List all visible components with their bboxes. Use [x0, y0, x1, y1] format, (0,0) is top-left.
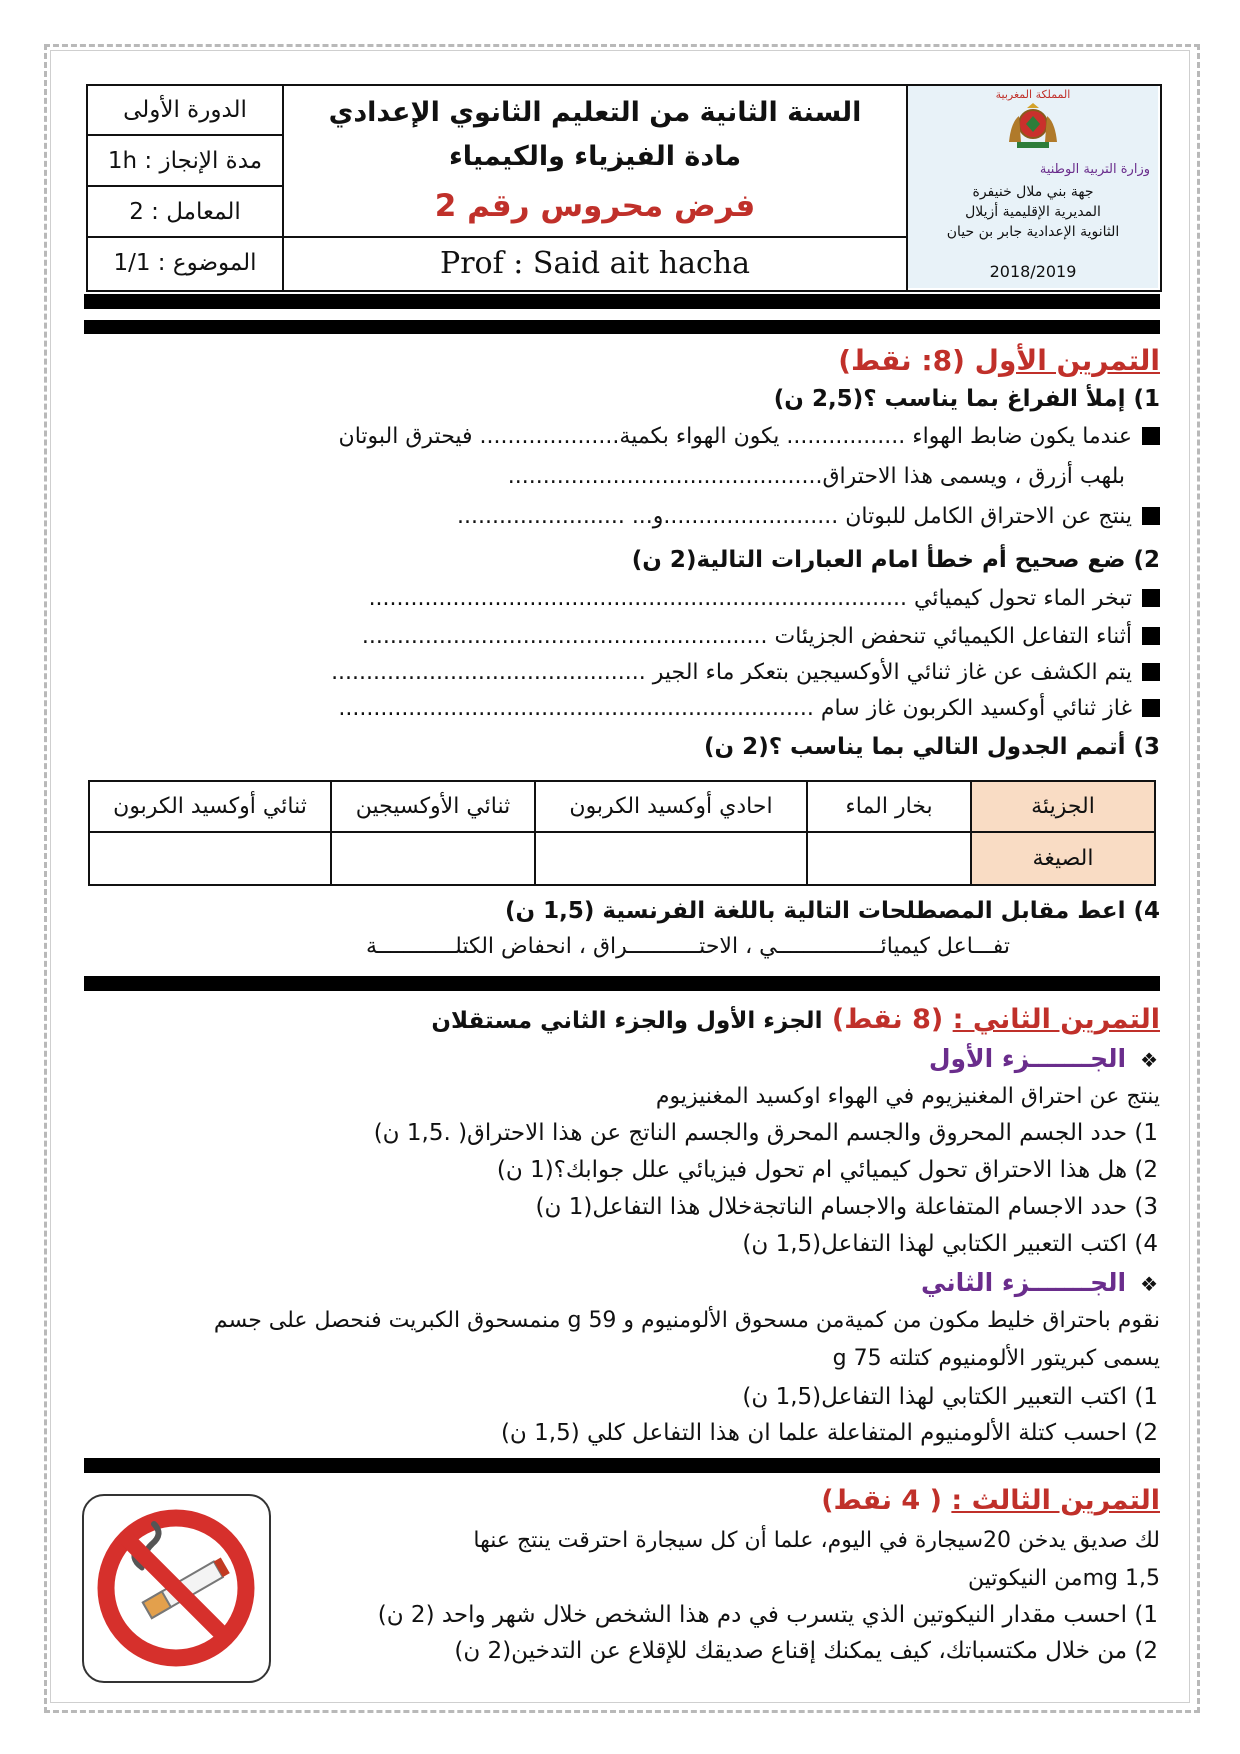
ex1-q3: 3) أتمم الجدول التالي بما يناسب ؟(2 ن): [704, 734, 1160, 760]
ex2-part1-q: 1) حدد الجسم المحروق والجسم المحرق والجسم الناتج عن هذا الاحتراق( .1,5 ن): [373, 1120, 1158, 1146]
ex1-q4: 4) اعط مقابل المصطلحات التالية باللغة الفرنسية (1,5 ن): [504, 898, 1160, 924]
ex2-part1-q: 4) اكتب التعبير الكتابي لهذا التفاعل(1,5 ن): [742, 1231, 1158, 1257]
ex2-part1-q: 2) هل هذا الاحتراق تحول كيميائي ام تحول فيزيائي علل جوابك؟(1 ن): [496, 1157, 1158, 1183]
ex1-q2-item: [80, 586, 1160, 611]
ex2-part1-intro: ينتج عن احتراق المغنيزيوم في الهواء اوكسيد المغنيزيوم: [655, 1084, 1160, 1109]
coefficient-cell: المعامل : 2: [129, 198, 241, 225]
session-cell: الدورة الأولى: [123, 97, 247, 123]
prof-name: Prof : Said ait hacha: [440, 245, 750, 281]
bullet-square-icon: [1142, 507, 1160, 525]
header-table: [86, 84, 1162, 292]
bullet-square-icon: [1142, 699, 1160, 717]
ex3-points: ( 4 نقط): [821, 1485, 942, 1516]
school-block: [908, 86, 1158, 288]
ex3-q: 2) من خلال مكتسباتك، كيف يمكنك إقناع صديقك للإقلاع عن التدخين(2 ن): [454, 1638, 1158, 1664]
directorate-label: المديرية الإقليمية أزيلال: [965, 204, 1101, 220]
ex2-points: (8 نقط): [831, 1004, 944, 1035]
separator-bar: [84, 1458, 1160, 1473]
no-smoking-icon: [84, 1496, 269, 1681]
part2-title: الجـــــــزء الثاني: [921, 1268, 1127, 1297]
subject-count-cell: الموضوع : 1/1: [113, 250, 257, 276]
table-cell-carbon-dioxide: ثنائي أوكسيد الكربون: [113, 794, 307, 819]
school-label: الثانوية الإعدادية جابر بن حيان: [946, 224, 1120, 240]
separator-bar: [84, 320, 1160, 334]
ministry-label: وزارة التربية الوطنية: [1039, 162, 1150, 177]
ex1-q1-line3: [80, 504, 1160, 529]
ex1-points: (8: نقط): [838, 344, 965, 377]
separator-bar: [84, 976, 1160, 991]
statement-text: يتم الكشف عن غاز ثنائي الأوكسيجين بتعكر ماء الجير .............................................: [331, 660, 1132, 685]
no-smoking-sign: [82, 1494, 271, 1683]
diamond-bullet-icon: ❖: [1140, 1048, 1158, 1072]
ex2-note: الجزء الأول والجزء الثاني مستقلان: [431, 1008, 823, 1034]
ex1-q4-terms: تفـــاعل كيميائــــــــــــــــي ، الاحتـــــــــــراق ، انحفاض الكتلــــــــــــة: [365, 934, 1010, 959]
ex3-title: التمرين الثالث :: [951, 1485, 1160, 1516]
duration-cell: مدة الإنجاز : 1h: [107, 147, 263, 174]
exam-title: فرض محروس رقم 2: [434, 188, 756, 224]
bullet-square-icon: [1142, 627, 1160, 645]
ex3-intro: 1,5 mgمن النيكوتين: [967, 1566, 1160, 1591]
ex2-heading: [80, 1004, 1160, 1035]
statement-text: غاز ثنائي أوكسيد الكربون غاز سام ....................................................................: [338, 696, 1132, 721]
molecule-table: [88, 780, 1156, 886]
statement-text: أثناء التفاعل الكيميائي تنحفض الجزيئات ..........................................................: [361, 624, 1132, 649]
year-label: 2018/2019: [989, 262, 1077, 281]
bullet-square-icon: [1142, 663, 1160, 681]
table-header-formula: الصيغة: [1032, 846, 1094, 871]
ex3-intro: لك صديق يدخن 20سيجارة في اليوم، علما أن كل سيجارة احترقت ينتج عنها: [473, 1528, 1160, 1553]
ex2-part2-intro: يسمى كبريتور الألومنيوم كتلته 75 g: [832, 1346, 1160, 1371]
table-header-molecule: الجزيئة: [1031, 794, 1095, 819]
ex1-q2: 2) ضع صحيح أم خطأ امام العبارات التالية(2 ن): [631, 547, 1160, 573]
fill-blank-text: عندما يكون ضابط الهواء ................. يكون الهواء بكمية.................... فيحترق البوتان: [338, 424, 1132, 449]
coat-of-arms-icon: [1003, 102, 1063, 154]
subject-title: مادة الفيزياء والكيمياء: [448, 140, 742, 172]
ex2-part1-q: 3) حدد الاجسام المتفاعلة والاجسام الناتجةخلال هذا التفاعل(1 ن): [535, 1194, 1158, 1220]
ex1-q2-item: [80, 660, 1160, 685]
kingdom-label: المملكة المغربية: [995, 88, 1071, 101]
ex1-title: التمرين الأول: [974, 344, 1160, 377]
diamond-bullet-icon: ❖: [1140, 1272, 1158, 1296]
ex3-q: 1) احسب مقدار النيكوتين الذي يتسرب في دم هذا الشخص خلال شهر واحد (2 ن): [377, 1602, 1158, 1628]
ex1-q2-item: [80, 696, 1160, 721]
table-cell-carbon-monoxide: احادي أوكسيد الكربون: [569, 794, 773, 819]
table-cell-water-vapor: بخار الماء: [845, 794, 933, 819]
bullet-square-icon: [1142, 589, 1160, 607]
table-cell-oxygen: ثنائي الأوكسيجين: [355, 794, 511, 819]
ex1-q1-line2: بلهب أزرق ، ويسمى هذا الاحتراق.............................................: [507, 464, 1125, 489]
statement-text: تبخر الماء تحول كيميائي .............................................................................: [368, 586, 1132, 611]
region-label: جهة بني ملال خنيفرة: [972, 184, 1094, 200]
bullet-square-icon: [1142, 427, 1160, 445]
part1-title: الجـــــــزء الأول: [928, 1044, 1127, 1073]
ex2-part2-intro: نقوم باحتراق خليط مكون من كميةمن مسحوق الألومنيوم و 59 g منمسحوق الكبريت فنحصل على جسم: [213, 1308, 1160, 1333]
ex2-title: التمرين الثاني :: [952, 1004, 1160, 1035]
ex1-q2-item: [80, 624, 1160, 649]
ex1-q1-line1: [80, 424, 1160, 449]
level-title: السنة الثانية من التعليم الثانوي الإعدادي: [328, 96, 862, 128]
fill-blank-text: ينتج عن الاحتراق الكامل للبوتان .........................و... ........................: [456, 504, 1132, 529]
ex2-part1-heading: [80, 1044, 1158, 1073]
ex1-q1: 1) إملأ الفراغ بما يناسب ؟(2,5 ن): [773, 386, 1160, 412]
separator-bar: [84, 294, 1160, 309]
ex2-part2-heading: [80, 1268, 1158, 1297]
ex2-part2-q: 1) اكتب التعبير الكتابي لهذا التفاعل(1,5 ن): [742, 1384, 1158, 1410]
ex1-heading: [80, 344, 1160, 377]
ex2-part2-q: 2) احسب كتلة الألومنيوم المتفاعلة علما ان هذا التفاعل كلي (1,5 ن): [500, 1420, 1158, 1446]
